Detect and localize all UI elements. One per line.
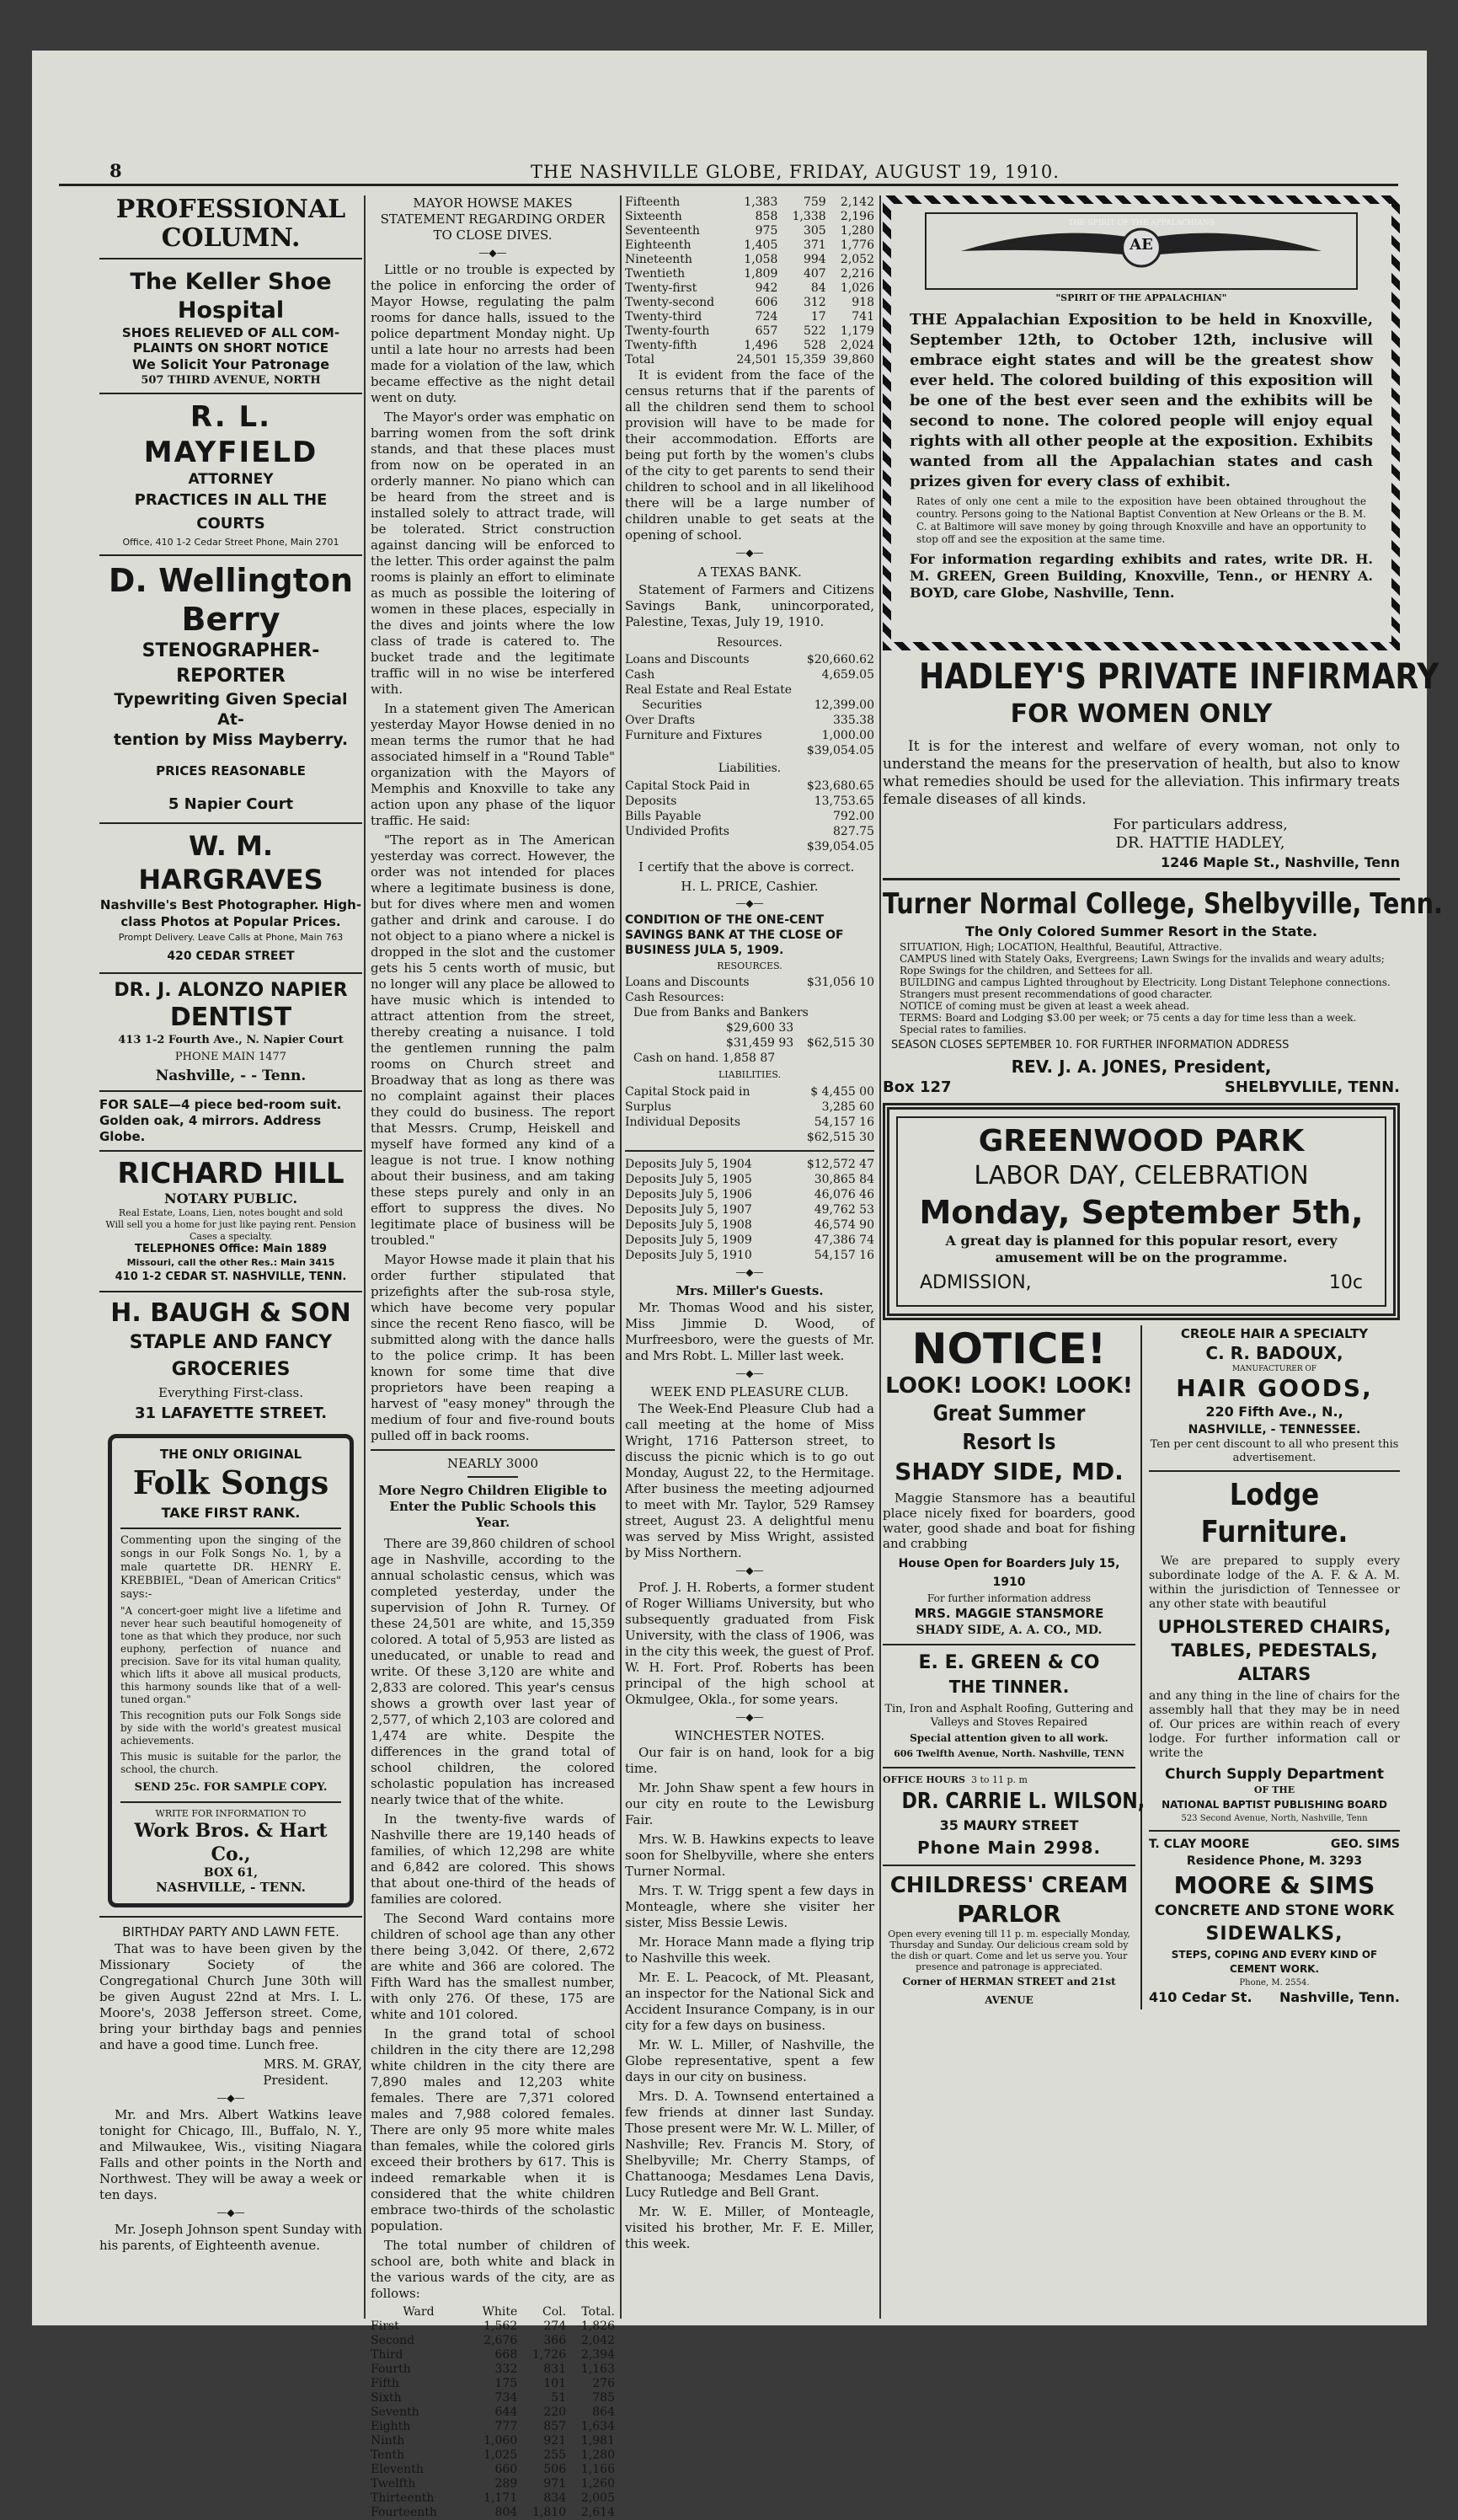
watkins-item: Mr. and Mrs. Albert Watkins leave tonight for Chicago, Ill., Buffalo, N. Y., and Milwaukee, Wis., visiting Niagara Falls and other points in the North and Northwest. They will be away a week or ten days. [99,2107,362,2202]
hargraves-ad: W. M. HARGRAVES Nashville's Best Photographer. High- class Photos at Popular Prices. Prompt Delivery. Leave Calls at Phone, Main 763 420 CEDAR STREET [99,830,362,963]
table-row: Fifth 175 101 276 [371,2377,615,2390]
green-tinner-ad: E. E. GREEN & CO THE TINNER. Tin, Iron and Asphalt Roofing, Guttering and Valleys and Stoves Repaired Special attention given to all work. 606 Twelfth Avenue, North. Nashville, TENN [884,1652,1134,1759]
texas-bank: A TEXAS BANK. Statement of Farmers and Citizens Savings Bank, unincorporated, Palestine, Texas, July 19, 1910. Resources. Loans and Discounts $20,660.62 Cash 4,659.05 Real Estate and Real Estate Securities 12,399.00 Over Drafts 335.38 Furniture and Fixtures 1,000.00 $39,054.05 Liabilities. Capital Stock Paid in $23,680.65 Deposits 13,753.65 Bills Payable 792.00 Undivided Profits 827.75 $39,054.05 I certify that the above is correct. H. L. PRICE, Cashier. [625,564,874,894]
list-item: Deposits July 5, 1909 47,386 74 [625,1233,874,1247]
baugh-ad: H. BAUGH & SON STAPLE AND FANCY GROCERIES Everything First-class. 31 LAFAYETTE STREET. [110,1298,351,1422]
badoux-ad: CREOLE HAIR A SPECIALTY C. R. BADOUX, MANUFACTURER OF HAIR GOODS, 220 Fifth Ave., N., NASHVILLE, - TENNESSEE. Ten per cent discount to all who present this advertisement. [1150,1326,1399,1464]
table-row: Twenty-fourth 657 522 1,179 [625,324,874,338]
mayfield-ad: R. L. MAYFIELD ATTORNEY PRACTICES IN ALL THE COURTS Office, 410 1-2 Cedar Street Phone, Main 2701 [122,400,339,548]
hadley-ad: HADLEY'S PRIVATE INFIRMARY FOR WOMEN ONLY It is for the interest and welfare of every woman, not only to understand the means for the preservation of health, but also to know what remedies should be used for the alleviation. This infirmary treats female diseases of all kinds. For particulars address, DR. HATTIE HADLEY, 1246 Maple St., Nashville, Tenn [883,655,1439,870]
table-row: Fourteenth 804 1,810 2,614 [371,2506,615,2519]
list-item: Deposits July 5, 1907 49,762 53 [625,1203,874,1217]
table-row: Twelfth 289 971 1,260 [371,2477,615,2491]
greenwood-ad: GREENWOOD PARK LABOR DAY, CELEBRATION Monday, September 5th, A great day is planned for this popular resort, every amusement will be on the programme. ADMISSION, 10c [883,1103,1400,1320]
table-row: Twenty-fifth 1,496 528 2,024 [625,339,874,352]
howse-headline: MAYOR HOWSE MAKES STATEMENT REGARDING ORDER TO CLOSE DIVES. [380,195,606,243]
table-row: Eighteenth 1,405 371 1,776 [625,238,874,252]
masthead [59,162,1398,186]
johnson-item: Mr. Joseph Johnson spent Sunday with his parents, of Eighteenth avenue. [99,2222,362,2253]
professional-heading: PROFESSIONAL COLUMN. [115,195,346,253]
moore-sims-ad: T. CLAY MOORE GEO. SIMS Residence Phone, M. 3293 MOORE & SIMS CONCRETE AND STONE WORK SIDEWALKS, STEPS, COPING AND EVERY KIND OF CEMENT WORK. Phone, M. 2554. 410 Cedar St. Nashville, Tenn. [1149,1838,1400,2005]
berry-ad: D. Wellington Berry STENOGRAPHER-REPORTER Typewriting Given Special At- tention by Miss Mayberry. PRICES REASONABLE 5 Napier Court [108,562,354,813]
table-row: Second 2,676 366 2,042 [371,2334,615,2347]
table-row: Nineteenth 1,058 994 2,052 [625,253,874,266]
table-row: Twenty-first 942 84 1,026 [625,281,874,295]
table-row: Fourth 332 831 1,163 [371,2362,615,2376]
appalachian-ad: AE THE SPIRIT OF THE APPALACHIANS "SPIRIT OF THE APPALACHIAN" THE Appalachian Exposition to be held in Knoxville, September 12th, to October 12th, inclusive will embrace eight states and will be the greatest show ever held. The colored building of this exposition will be one of the best ever seen and the exhibits will be second to none. The colored people will enjoy equal rights with all other people at the exposition. Exhibits wanted from all the Appalachian states and cash prizes given for every class of exhibit. Rates of only one cent a mile to the exposition have been obtained throughout the country. Persons going to the National Baptist Convention at New Orleans or the B. M. C. at Baltimore will save money by going through Knoxville and have an opportunity to stop off and see the exposition at the same time. For information regarding exhibits and rates, write DR. H. M. GREEN, Green Building, Knoxville, Tenn., or HENRY A. BOYD, care Globe, Nashville, Tenn. [883,195,1400,650]
table-row: Sixteenth 858 1,338 2,196 [625,210,874,223]
birthday-body: That was to have been given by the Missionary Society of the Congregational Church June 30th will be given August 22nd at Mrs. I. L. Moore's, 2038 Jefferson street. Come, bring your birthday bags and pennies and have a good time. Lunch free. [99,1941,362,2052]
table-row: Ninth 1,060 921 1,981 [371,2434,615,2448]
miller-heading: Mrs. Miller's Guests. [676,1283,824,1298]
one-cent-bank: CONDITION OF THE ONE-CENT SAVINGS BANK AT THE CLOSE OF BUSINESS JULA 5, 1909. RESOURCES. Loans and Discounts $31,056 10 Cash Resources: Due from Banks and Bankers $29,600 33 $31,459 93 $62,515 30 Cash on hand. 1,858 87 LIABILITIES. Capital Stock paid in $ 4,455 00 Surplus 3,285 60 Individual Deposits 54,157 16 $62,515 30 Deposits July 5, 1904 $12,572 47 Deposits July 5, 1905 30,865 84 Deposits July 5, 1906 46,076 46 Deposits July 5, 1907 49,762 53 Deposits July 5, 1908 46,574 90 Deposits July 5, 1909 47,386 74 Deposits July 5, 1910 54,157 16 [625,913,874,1262]
column-rule [879,195,881,2319]
page-number: 8 [109,160,122,181]
appalachian-emblem: AE THE SPIRIT OF THE APPALACHIANS [925,212,1358,290]
page-title: THE NASHVILLE GLOBE, FRIDAY, AUGUST 19, 1910. [531,162,1060,182]
school-headline: More Negro Children Eligible to Enter the Public Schools this Year. [378,1483,607,1530]
column-rule [364,195,366,2319]
list-item: Deposits July 5, 1904 $12,572 47 [625,1158,874,1171]
column-news-2: Fifteenth 1,383 759 2,142 Sixteenth 858 1,338 2,196 Seventeenth 975 305 1,280 Eighteenth 1,405 371 1,776 Nineteenth 1,058 994 2,052 Twentieth 1,809 407 2,216 Twenty-first 942 84 1,026 Twenty-second 606 312 918 Twenty-third 724 17 741 Twenty-fourth 657 522 1,179 Twenty-fifth 1,496 528 2,024 Total 24,501 15,359 39,860 It is evident from the face of the census returns that if the parents of all the children send them to school provision will have to be made for their accommodation. Efforts are being put forth by the women's clubs of the city to get parents to send their children to school and in all likelihood there will be a large number of children unable to get seats at the opening of school. —◆— A TEXAS BANK. Statement of Farmers and Citizens Savings Bank, unincorporated, Palestine, Texas, July 19, 1910. Resources. Loans and Discounts $20,660.62 Cash 4,659.05 Real Estate and Real Estate Securities 12,399.00 Over Drafts 335.38 Furniture and Fixtures 1,000.00 $39,054.05 Liabilities. Capital Stock Paid in $23,680.65 Deposits 13,753.65 Bills Payable 792.00 Undivided Profits 827.75 $39,054.05 I certify that the above is correct. H. L. PRICE, Cashier. —◆— CONDITION OF THE ONE-CENT SAVINGS BANK AT THE CLOSE OF BUSINESS JULA 5, 1909. RESOURCES. Loans and Discounts $31,056 10 Cash Resources: Due from Banks and Bankers $29,600 33 $31,459 93 $62,515 30 Cash on hand. 1,858 87 LIABILITIES. Capital Stock paid in $ 4,455 00 Surplus 3,285 60 Individual Deposits 54,157 16 $62,515 30 Deposits July 5, 1904 $12,572 47 Deposits July 5, 1905 30,865 84 Deposits July 5, 1906 46,076 46 Deposits July 5, 1907 49,762 53 Deposits July 5, 1908 46,574 90 Deposits July 5, 1909 47,386 74 Deposits July 5, 1910 54,157 16 —◆— Mrs. Miller's Guests. Mr. Thomas Wood and his sister, Miss Jimmie D. Wood, of Murfreesboro, were the guests of Mr. and Mrs Robt. L. Miller last week. —◆— WEEK END PLEASURE CLUB. The Week-End Pleasure Club had a call meeting at the home of Miss Wright, 1716 Patterson street, to discuss the picnic which is to go out Monday, August 22, to the Hermitage. After business the meeting adjourned to meet with Mr. Taylor, 529 Ramsey street, August 23. A delightful menu was served by Miss Wright, assisted by Miss Northern. —◆— Prof. J. H. Roberts, a former student of Roger Williams University, but who subsequently graduated from Fisk University, with the class of 1906, was in the city this week, the guest of Prof. W. H. Fort. Prof. Roberts has been principal of the high school at Okmulgee, Okla., for some years. —◆— WINCHESTER NOTES. Our fair is on hand, look for a big time. Mr. John Shaw spent a few hours in our city en route to the Lewisburg Fair. Mrs. W. B. Hawkins expects to leave soon for Shelbyville, where she enters Turner Normal. Mrs. T. W. Trigg spent a few days in Monteagle, where she visiter her sister, Miss Bessie Lewis. Mr. Horace Mann made a flying trip to Nashville this week. Mr. E. L. Peacock, of Mt. Pleasant, an inspector for the National Sick and Accident Insurance Company, is in our city for a few days on business. Mr. W. L. Miller, of Nashville, the Globe representative, spent a few days in our city on business. Mrs. D. A. Townsend entertained a few friends at dinner last Sunday. Those present were Mr. W. L. Miller, of Nashville; Rev. Francis M. Story, of Shelbyville; Mr. Cherry Stamps, of Chattanooga; Mesdames Lena Davis, Lucy Rutledge and Bell Grant. Mr. W. E. Miller, of Monteagle, visited his brother, Mr. F. E. Miller, this week. [625,195,874,2251]
for-sale-notice: FOR SALE—4 piece bed-room suit. Golden oak, 4 mirrors. Address Globe. [99,1097,342,1144]
winchester-heading: WINCHESTER NOTES. [674,1728,825,1743]
column-news: MAYOR HOWSE MAKES STATEMENT REGARDING ORDER TO CLOSE DIVES. —◆— Little or no trouble is expected by the police in enforcing the order of Mayor Howse, regulating the palm rooms for dance halls, issued to the police department Monday night. Up until a late hour no arrests had been made for a violation of the law, which became effective as the night detail went on duty. The Mayor's order was emphatic on barring women from the soft drink stands, and that these places must from now on be operated in an orderly manner. No piano which can be heard from the street and is installed solely to attract trade, will be tolerated. Strict construction against dancing will be enforced to the letter. This order against the palm rooms is plainly an effort to eliminate as much as possible the loitering of women in these places, especially in the dives and joints where the low class of trade is catered to. The bucket trade and the legitimate traffic will in no wise be interfered with. In a statement given The American yesterday Mayor Howse denied in no mean terms the rumor that he had associated himself in a "Round Table" organization with the Mayors of Memphis and Knoxville to take any action upon any phase of the liquor traffic. He said: "The report as in The American yesterday was correct. However, the order was not intended for places where a legitimate business is done, but for dives where men and women gather and drink and carouse. I do not object to a piano where a nickel is dropped in the slot and the customer gets his 5 cents worth of music, but no longer will any place be allowed to have music which is intended to attract attention from the street, thereby creating a nuisance. I told the gentlemen running the palm rooms on Church street and Broadway that as long as there was no complaint against their places they could do business. The report that Messrs. Crump, Heiskell and myself have formed any kind of a league is not true. I know nothing about their business, and am taking these steps purely and only in an effort to suppress the dives. No legitimate place of business will be troubled." Mayor Howse made it plain that his order further stipulated that prizefights after the sub-rosa style, which have become very popular since the recent Reno fiasco, will be submitted along with the dance halls to the police crimp. It has been known for some time that dive proprietors have been reaping a harvest of "easy money" through the medium of four and five-round bouts pulled off in back rooms. NEARLY 3000 More Negro Children Eligible to Enter the Public Schools this Year. There are 39,860 children of school age in Nashville, according to the annual scholastic census, which was completed yesterday, under the supervision of John R. Turney. Of these 24,501 are white, and 15,359 colored. A total of 5,953 are listed as uneducated, or unable to read and write. Of these 3,120 are white and 2,833 are colored. This year's census shows a growth over last year of 2,577, of which 2,103 are colored and 1,474 are white. Despite the differences in the grand total of school children, the colored scholastic population has increased nearly twice that of the white. In the twenty-five wards of Nashville there are 19,140 heads of families, of which 12,298 are white and 6,842 are colored. This shows that about one-third of the heads of families are colored. The Second Ward contains more children of school age than any other there being 3,042. Of there, 2,672 are white and 366 are colored. The Fifth Ward has the smallest number, with only 276. Of these, 175 are white and 101 colored. In the grand total of school children in the city there are 12,298 white children in the city there are 7,890 males and 12,203 white females. There are 7,371 colored males and 7,988 colored females. There are only 95 more white males than females, while the colored girls exceed their brothers by 617. This is indeed remarkable when it is considered that the white children embrace two-thirds of the scholastic population. The total number of children of school are, both white and black in the various wards of the city, are as follows: Ward White Col. Total. First 1,562 274 1,826 Second 2,676 366 2,042 Third 668 1,726 2,394 Fourth 332 831 1,163 Fifth 175 101 276 Sixth 734 51 785 Seventh 644 220 864 Eighth 777 857 1,634 Ninth 1,060 921 1,981 Tenth 1,025 255 1,280 Eleventh 660 506 1,166 Twelfth 289 971 1,260 Thirteenth 1,171 834 2,005 Fourteenth 804 1,810 2,614 [371,195,615,2519]
ward-table: Ward White Col. Total. First 1,562 274 1,826 Second 2,676 366 2,042 Third 668 1,726 2,394 Fourth 332 831 1,163 Fifth 175 101 276 Sixth 734 51 785 Seventh 644 220 864 Eighth 777 857 1,634 Ninth 1,060 921 1,981 Tenth 1,025 255 1,280 Eleventh 660 506 1,166 Twelfth 289 971 1,260 Thirteenth 1,171 834 2,005 Fourteenth 804 1,810 2,614 [371,2305,615,2519]
list-item: Deposits July 5, 1908 46,574 90 [625,1218,874,1232]
ward-table-continued: Fifteenth 1,383 759 2,142 Sixteenth 858 1,338 2,196 Seventeenth 975 305 1,280 Eighteenth 1,405 371 1,776 Nineteenth 1,058 994 2,052 Twentieth 1,809 407 2,216 Twenty-first 942 84 1,026 Twenty-second 606 312 918 Twenty-third 724 17 741 Twenty-fourth 657 522 1,179 Twenty-fifth 1,496 528 2,024 Total 24,501 15,359 39,860 [625,195,874,366]
table-row: Eighth 777 857 1,634 [371,2420,615,2433]
roberts-item: Prof. J. H. Roberts, a former student of Roger Williams University, but who subsequently graduated from Fisk University, with the class of 1906, was in the city this week, the guest of Prof. W. H. Fort. Prof. Roberts has been principal of the high school at Okmulgee, Okla., for some years. [625,1580,874,1707]
wilson-ad: OFFICE HOURS 3 to 11 p. m DR. CARRIE L. WILSON, 35 MAURY STREET Phone Main 2998. [883,1774,1146,1858]
table-row: First 1,562 274 1,826 [371,2319,615,2333]
folk-songs-ad: THE ONLY ORIGINAL Folk Songs TAKE FIRST RANK. Commenting upon the singing of the songs in our Folk Songs No. 1, by a male quartette DR. HENRY E. KREBBIEL, "Dean of American Critics" says:- "A concert-goer might live a lifetime and never hear such beautiful homogeneity of tone as that which they produce, nor such euphony, perfection of nuance and precision. Save for its vital human quality, which lifts it above all musical products, this harmony sounds like that of a well-tuned organ." This recognition puts our Folk Songs side by side with the world's greatest musical achievements. This music is suitable for the parlor, the school, the church. SEND 25c. FOR SAMPLE COPY. WRITE FOR INFORMATION TO Work Bros. & Hart Co., BOX 61, NASHVILLE, - TENN. [108,1434,354,1907]
lower-ads [883,1325,1400,2009]
table-row: Twentieth 1,809 407 2,216 [625,267,874,281]
table-row: Fifteenth 1,383 759 2,142 [625,195,874,209]
nearly-heading: NEARLY 3000 [446,1456,539,1471]
column-advertisements [883,195,1443,2319]
weekend-heading: WEEK END PLEASURE CLUB. [650,1384,849,1399]
table-row: Sixth 734 51 785 [371,2391,615,2405]
table-row: Third 668 1,726 2,394 [371,2348,615,2362]
lodge-furniture-ad: Lodge Furniture. We are prepared to supply every subordinate lodge of the A. F. & A. M. within the jurisdiction of Tennessee or any other state with beautiful UPHOLSTERED CHAIRS, TABLES, PEDESTALS, ALTARS and any thing in the line of chairs for the assembly hall that they may be in need of. Our prices are within reach of every lodge. For further information call or write the Church Supply Department OF THE NATIONAL BAPTIST PUBLISHING BOARD 523 Second Avenue, North, Nashville, Tenn [1149,1478,1400,1823]
table-row: Tenth 1,025 255 1,280 [371,2448,615,2462]
column-professional: PROFESSIONAL COLUMN. The Keller Shoe Hospital SHOES RELIEVED OF ALL COM- PLAINTS ON SHORT NOTICE We Solicit Your Patronage 507 THIRD AVENUE, NORTH R. L. MAYFIELD ATTORNEY PRACTICES IN ALL THE COURTS Office, 410 1-2 Cedar Street Phone, Main 2701 D. Wellington Berry STENOGRAPHER-REPORTER Typewriting Given Special At- tention by Miss Mayberry. PRICES REASONABLE 5 Napier Court W. M. HARGRAVES Nashville's Best Photographer. High- class Photos at Popular Prices. Prompt Delivery. Leave Calls at Phone, Main 763 420 CEDAR STREET DR. J. ALONZO NAPIER DENTIST 413 1-2 Fourth Ave., N. Napier Court PHONE MAIN 1477 Nashville, - - Tenn. FOR SALE—4 piece bed-room suit. Golden oak, 4 mirrors. Address Globe. RICHARD HILL NOTARY PUBLIC. Real Estate, Loans, Lien, notes bought and sold Will sell you a home for just like paying rent. Pension Cases a specialty. TELEPHONES Office: Main 1889 Missouri, call the other Res.: Main 3415 410 1-2 CEDAR ST. NASHVILLE, TENN. H. BAUGH & SON STAPLE AND FANCY GROCERIES Everything First-class. 31 LAFAYETTE STREET. THE ONLY ORIGINAL Folk Songs TAKE FIRST RANK. Commenting upon the singing of the songs in our Folk Songs No. 1, by a male quartette DR. HENRY E. KREBBIEL, "Dean of American Critics" says:- "A concert-goer might live a lifetime and never hear such beautiful homogeneity of tone as that which they produce, nor such euphony, perfection of nuance and precision. Save for its vital human quality, which lifts it above all musical products, this harmony sounds like that of a well-tuned organ." This recognition puts our Folk Songs side by side with the world's greatest musical achievements. This music is suitable for the parlor, the school, the church. SEND 25c. FOR SAMPLE COPY. WRITE FOR INFORMATION TO Work Bros. & Hart Co., BOX 61, NASHVILLE, - TENN. BIRTHDAY PARTY AND LAWN FETE. That was to have been given by the Missionary Society of the Congregational Church June 30th will be given August 22nd at Mrs. I. L. Moore's, 2038 Jefferson street. Come, bring your birthday bags and pennies and have a good time. Lunch free. MRS. M. GRAY, President. —◆— Mr. and Mrs. Albert Watkins leave tonight for Chicago, Ill., Buffalo, N. Y., and Milwaukee, Wis., visiting Niagara Falls and other points in the North and Northwest. They will be away a week or ten days. —◆— Mr. Joseph Johnson spent Sunday with his parents, of Eighteenth avenue. [99,195,362,2253]
table-row: Thirteenth 1,171 834 2,005 [371,2491,615,2505]
hill-ad: RICHARD HILL NOTARY PUBLIC. Real Estate, Loans, Lien, notes bought and sold Will sell you a home for just like paying rent. Pension Cases a specialty. TELEPHONES Office: Main 1889 Missouri, call the other Res.: Main 3415 410 1-2 CEDAR ST. NASHVILLE, TENN. [105,1157,356,1283]
turner-ad: Turner Normal College, Shelbyville, Tenn. The Only Colored Summer Resort in the State. SITUATION, High; LOCATION, Healthful, Beautiful, Attractive. CAMPUS lined with Stately Oaks, Evergreens; Lawn Swings for the invalids and weary adults; Rope Swings for the children, and Settees for all. BUILDING and campus Lighted throughout by Electricity. Long Distant Telephone connections. Strangers must present recommendations of good character. NOTICE of coming must be given at least a week ahead. TERMS: Board and Lodging $3.00 per week; or 75 cents a day for time less than a week. Special rates to families. SEASON CLOSES SEPTEMBER 10. FOR FURTHER INFORMATION ADDRESS REV. J. A. JONES, President, Box 127 SHELBYVLILE, TENN. [883,887,1443,1096]
column-rule [620,195,622,2319]
list-item: Deposits July 5, 1905 30,865 84 [625,1173,874,1186]
table-row: Eleventh 660 506 1,166 [371,2463,615,2476]
list-item: Deposits July 5, 1910 54,157 16 [625,1249,874,1262]
list-item: Deposits July 5, 1906 46,076 46 [625,1188,874,1201]
keller-ad: The Keller Shoe Hospital SHOES RELIEVED OF ALL COM- PLAINTS ON SHORT NOTICE We Solicit Your Patronage 507 THIRD AVENUE, NORTH [121,269,340,387]
deposit-history [625,1157,874,1263]
birthday-heading: BIRTHDAY PARTY AND LAWN FETE. [122,1924,339,1939]
table-row: Seventh 644 220 864 [371,2405,615,2419]
childress-ad: CHILDRESS' CREAM PARLOR Open every evening till 11 p. m. especially Monday, Thursday and Sunday. Our delicious cream sold by the dish or quart. Come and let us serve you. Your presence and patronage is appreciated. Corner of HERMAN STREET and 21st AVENUE [888,1873,1130,2006]
notice-ad: NOTICE! LOOK! LOOK! LOOK! Great Summer Resort Is SHADY SIDE, MD. Maggie Stansmore has a beautiful place nicely fixed for boarders, good water, good shade and boat for fishing and crabbing House Open for Boarders July 15, 1910 For further information address MRS. MAGGIE STANSMORE SHADY SIDE, A. A. CO., MD. [883,1324,1135,1637]
table-row: Seventeenth 975 305 1,280 [625,224,874,238]
table-row: Twenty-second 606 312 918 [625,296,874,309]
napier-ad: DR. J. ALONZO NAPIER DENTIST 413 1-2 Fourth Ave., N. Napier Court PHONE MAIN 1477 Nashville, - - Tenn. [114,980,348,1084]
table-row: Twenty-third 724 17 741 [625,310,874,324]
